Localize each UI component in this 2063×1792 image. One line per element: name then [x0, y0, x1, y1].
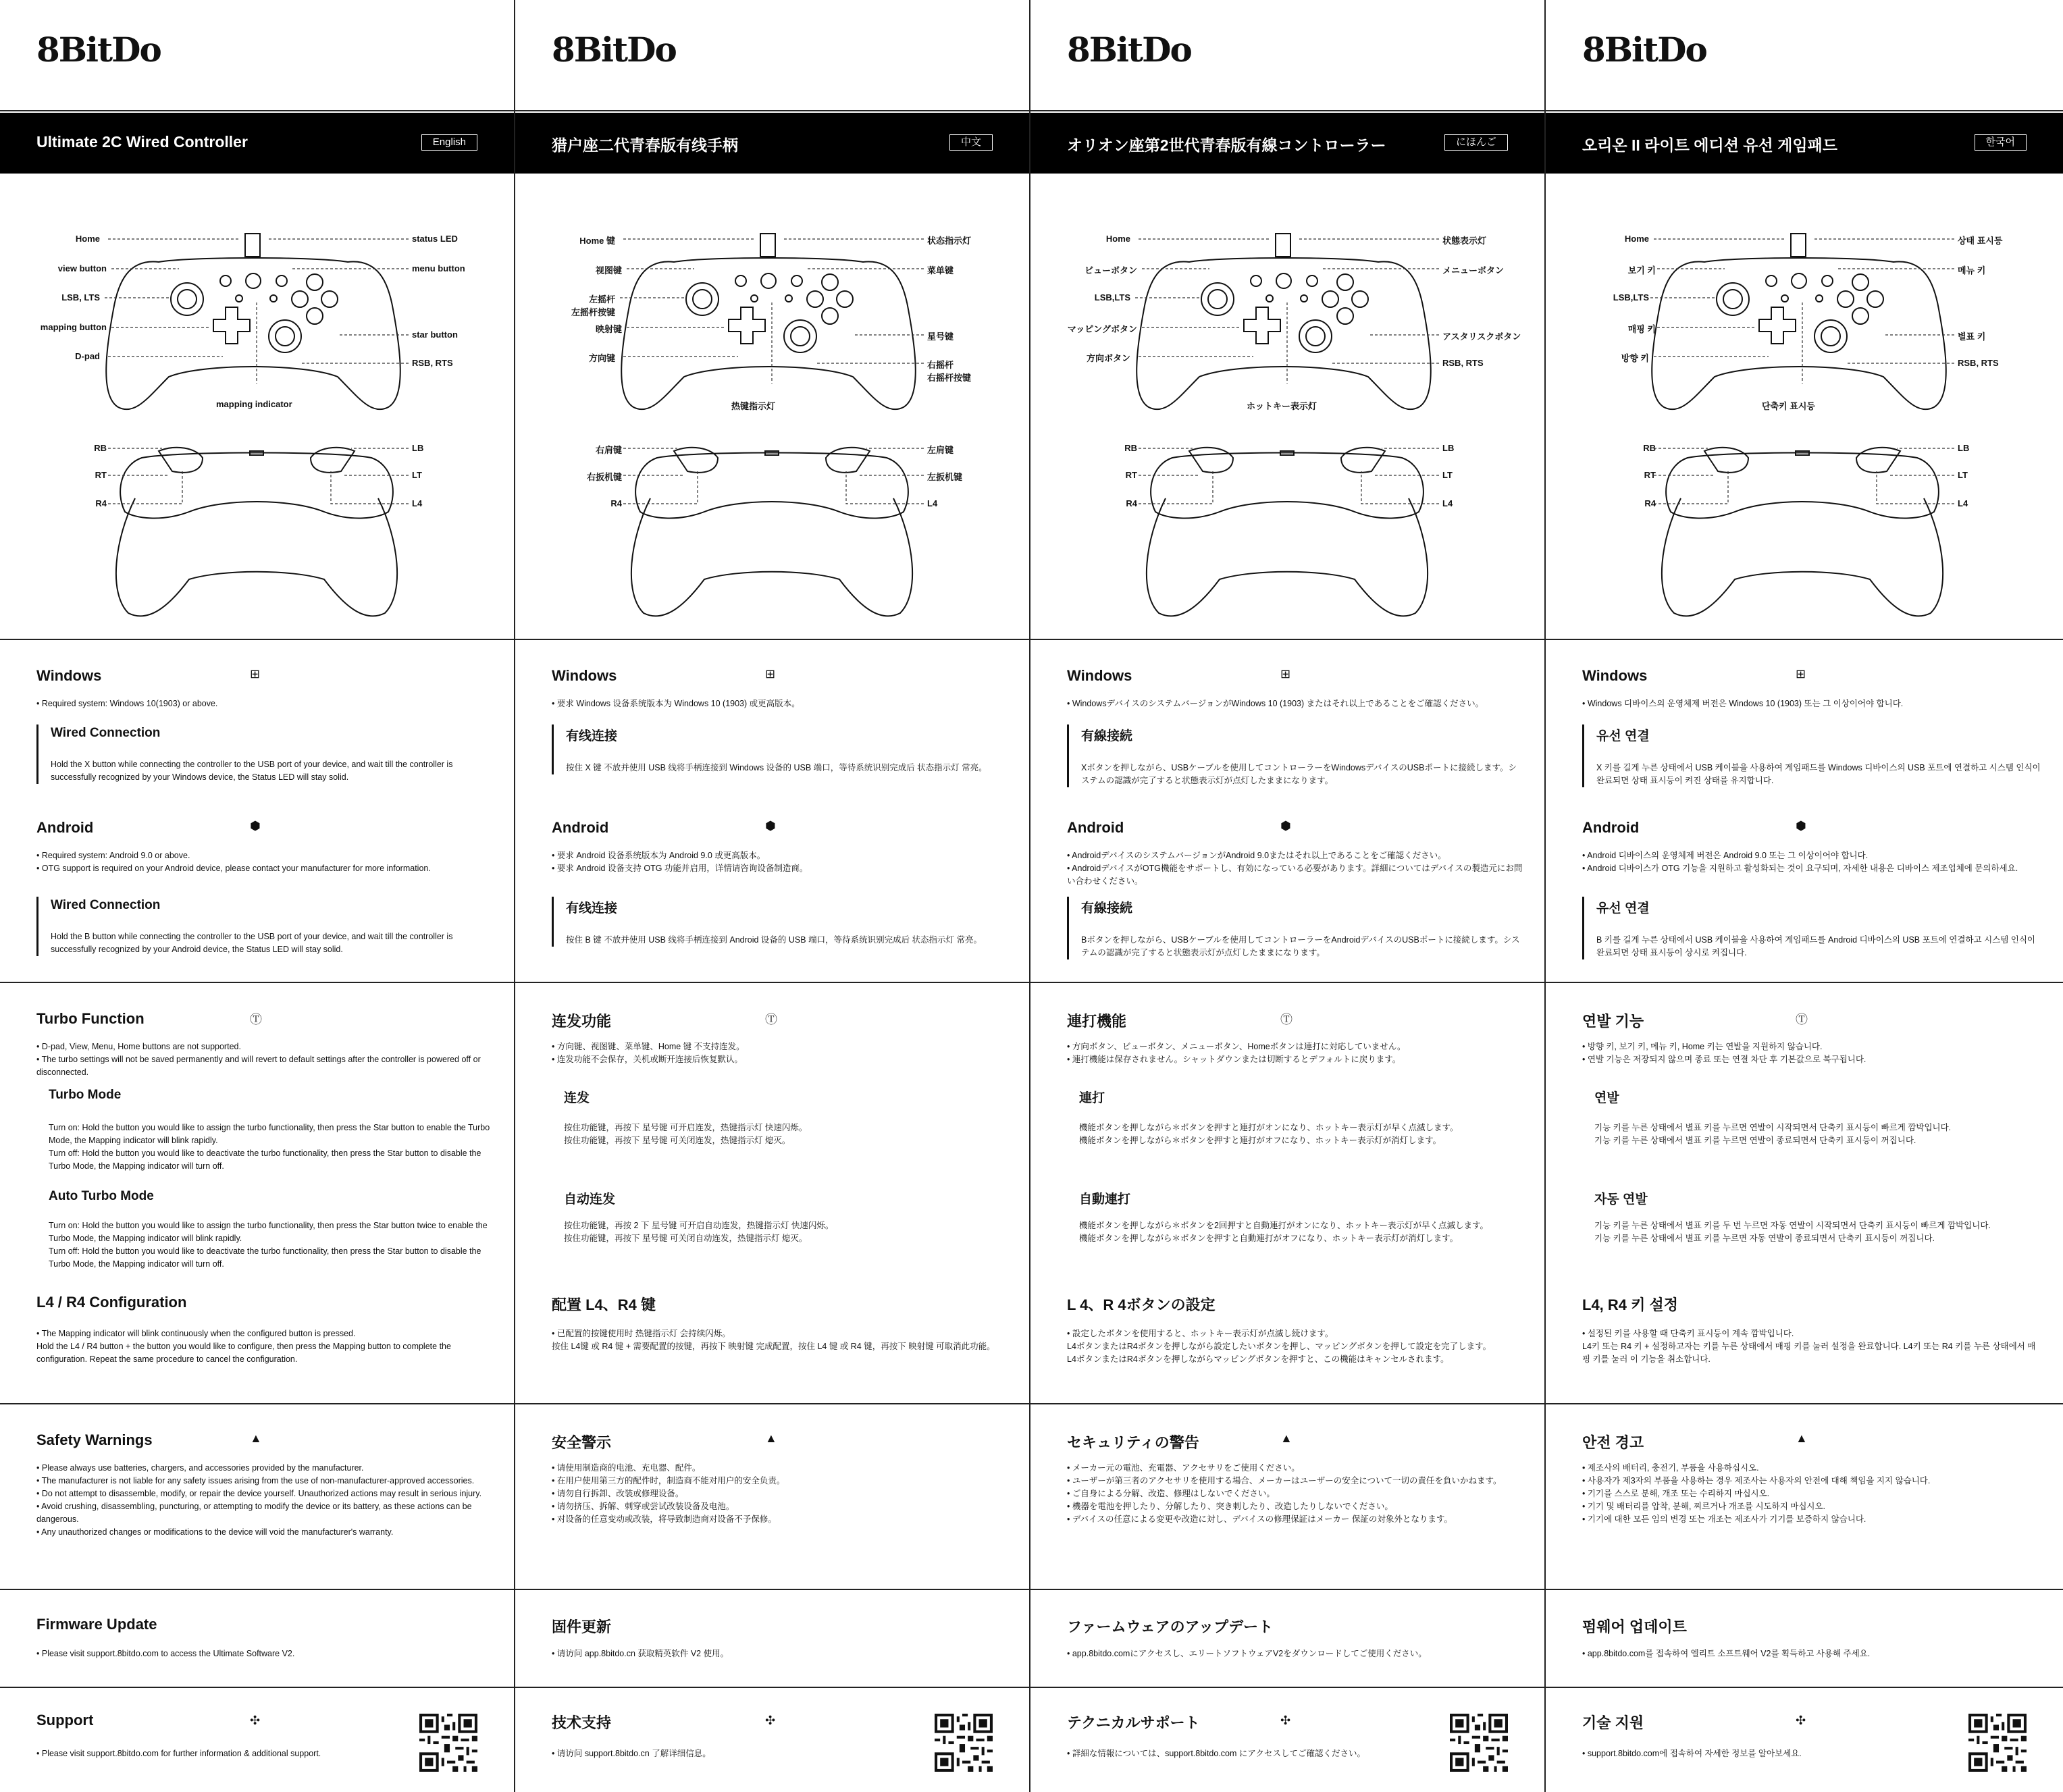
- turbo-section: [1546, 983, 2063, 1404]
- auto-turbo-text: Turn on: Hold the button you would like to assign the turbo functionality, then press the Star button twice to enable the Turbo Mode, the Mapping indicator will blink rapidly. Turn off: Hold the button you would like to deactivate the turbo functionality, then press the Star button to disable the Turbo Mode, the Mapping indicator will turn off.: [49, 1221, 488, 1269]
- firmware-section: [0, 1590, 514, 1688]
- bullet-item: • ご自身による分解、改造、修理はしないでください。: [1067, 1487, 1524, 1500]
- bullet-item: • 要求 Android 设备系统版本为 Android 9.0 或更高版本。: [552, 849, 1009, 862]
- label-lt: LT: [1958, 470, 1968, 480]
- label-mapping-indicator: mapping indicator: [216, 399, 292, 409]
- turbo-mode-heading: 連打: [1079, 1091, 1105, 1105]
- bullet-item: • 请访问 support.8bitdo.cn 了解详细信息。: [552, 1747, 1009, 1760]
- bullet-item: • Android 디바이스의 운영체제 버전은 Android 9.0 또는 그 이상이어야 합니다.: [1582, 849, 2043, 862]
- qr-code-icon: [1968, 1714, 2027, 1772]
- warning-icon: ▲: [765, 1431, 777, 1445]
- label-mapping-indicator: ホットキー表示灯: [1247, 401, 1317, 411]
- windows-icon: ⊞: [1796, 667, 1806, 681]
- auto-turbo-text: 기능 키를 누른 상태에서 별표 키를 두 번 누르면 자동 연발이 시작되면서 단축키 표시등이 빠르게 깜박입니다. 기능 키를 누른 상태에서 별표 키를 누르면 자동 연발이 종료되면서 단축키 표시등이 꺼집니다.: [1594, 1221, 1991, 1243]
- wired-connection-text: Xボタンを押しながら、USBケーブルを使用してコントローラーをWindowsデバイスのUSBポートに接続します。システムの認識が完了すると状態表示灯が点灯したままになります。: [1081, 763, 1517, 785]
- bullet-item: • 对设备的任意变动或改装，将导致制造商对设备不予保修。: [552, 1513, 1009, 1526]
- bullet-item: • The turbo settings will not be saved permanently and will revert to default settings after the controller is powered off or disconnected.: [36, 1053, 494, 1079]
- safety-list: [36, 1462, 494, 1539]
- turbo-section: [515, 983, 1029, 1404]
- label-rsb: RSB, RTS: [412, 358, 453, 368]
- windows-heading: Windows: [552, 667, 617, 684]
- firmware-text: [552, 1648, 1009, 1660]
- label-l4: L4: [1958, 498, 1968, 508]
- label-rsb: RSB, RTS: [1442, 358, 1484, 368]
- connection-section: [515, 640, 1029, 983]
- label-lt: LT: [1442, 470, 1453, 480]
- title-bar: [1030, 113, 1544, 174]
- bullet-item: • Do not attempt to disassemble, modify, or repair the device yourself. Unauthorized actions may result in serious injury.: [36, 1487, 494, 1500]
- l4r4-heading: L4 / R4 Configuration: [36, 1294, 187, 1311]
- firmware-text: [1067, 1648, 1524, 1660]
- label-view-button: ビューボタン: [1084, 265, 1137, 275]
- label-r4: R4: [95, 498, 107, 508]
- support-icon: ✣: [765, 1714, 776, 1727]
- bullet-item: • Please visit support.8bitdo.com to access the Ultimate Software V2.: [36, 1648, 494, 1660]
- brand-logo: 8BitDo: [1582, 30, 1706, 70]
- label-status-led: 상태 표시등: [1958, 236, 2003, 246]
- android-wired-connection: [1582, 897, 2043, 959]
- bullet-item: • app.8bitdo.com를 접속하여 엘리트 소프트웨어 V2를 획득하고 사용해 주세요.: [1582, 1648, 2043, 1660]
- turbo-icon: Ⓣ: [765, 1013, 777, 1026]
- turbo-section: [1030, 983, 1544, 1404]
- bullet-item: • AndroidデバイスがOTG機能をサポートし、有効になっている必要があります。詳細についてはデバイスの製造元にお問い合わせください。: [1067, 862, 1524, 888]
- label-home: Home: [1624, 234, 1649, 244]
- warning-icon: ▲: [1796, 1431, 1808, 1445]
- bullet-item: • 사용자가 제3자의 부품을 사용하는 경우 제조사는 사용자의 안전에 대해 책임을 지지 않습니다.: [1582, 1475, 2043, 1487]
- support-section: [1030, 1688, 1544, 1792]
- bullet-item: • AndroidデバイスのシステムバージョンがAndroid 9.0またはそれ以上であることをご確認ください。: [1067, 849, 1524, 862]
- firmware-text: [1582, 1648, 2043, 1660]
- wired-connection-text: X 키를 길게 누른 상태에서 USB 케이블을 사용하여 게임패드를 Windows 디바이스의 USB 포트에 연결하고 시스템 인식이 완료되면 상태 표시등이 켜진 상태를 유지합니다.: [1596, 763, 2041, 785]
- brand-logo: 8BitDo: [36, 30, 161, 70]
- label-mapping-indicator: 단축키 표시등: [1762, 401, 1815, 411]
- label-status-led: 状態表示灯: [1442, 236, 1487, 246]
- logo-row: [515, 0, 1029, 111]
- turbo-heading: 连发功能: [552, 1013, 612, 1030]
- firmware-section: [515, 1590, 1029, 1688]
- android-requirements: [1067, 849, 1524, 888]
- turbo-mode-heading: Turbo Mode: [49, 1088, 122, 1102]
- label-l4: L4: [412, 498, 423, 508]
- firmware-section: [1030, 1590, 1544, 1688]
- turbo-heading: 連打機能: [1067, 1013, 1127, 1030]
- title-bar: [0, 113, 514, 174]
- label-view-button: 视图键: [595, 265, 622, 275]
- wired-connection-heading: Wired Connection: [51, 898, 161, 912]
- android-heading: Android: [36, 819, 94, 836]
- logo-row: [0, 0, 514, 111]
- label-rb: RB: [1124, 443, 1137, 453]
- bullet-item: • 연발 기능은 저장되지 않으며 종료 또는 연결 차단 후 기본값으로 복구됩니다.: [1582, 1053, 2043, 1066]
- bullet-item: • 在用户使用第三方的配件时，制造商不能对用户的安全负责。: [552, 1475, 1009, 1487]
- support-section: [515, 1688, 1029, 1792]
- safety-heading: 安全警示: [552, 1434, 612, 1451]
- label-lsb: LSB, LTS: [61, 292, 100, 302]
- firmware-heading: ファームウェアのアップデート: [1067, 1618, 1274, 1635]
- logo-row: [1546, 0, 2063, 111]
- wired-connection-text: Hold the X button while connecting the controller to the USB port of your device, and wait till the controller is successfully recognized by your Windows device, the Status LED will stay solid.: [51, 760, 453, 782]
- warning-icon: ▲: [1280, 1431, 1292, 1445]
- auto-turbo-heading: Auto Turbo Mode: [49, 1189, 154, 1203]
- bullet-item: • Android 디바이스가 OTG 기능을 지원하고 활성화되는 것이 요구되며, 자세한 내용은 디바이스 제조업체에 문의하세요.: [1582, 862, 2043, 875]
- turbo-mode-text: 按住功能键，再按下 星号键 可开启连发，热键指示灯 快速闪烁。 按住功能键，再按下 星号键 可关闭连发，热键指示灯 熄灭。: [564, 1123, 808, 1145]
- wired-connection-heading: Wired Connection: [51, 726, 161, 740]
- label-mapping-button: 매핑 키: [1627, 324, 1656, 334]
- wired-connection-heading: 有線接続: [1081, 901, 1133, 916]
- product-title: オリオン座第2世代青春版有線コントローラー: [1067, 136, 1386, 154]
- connection-section: [1030, 640, 1544, 983]
- title-bar: [515, 113, 1029, 174]
- qr-code-icon: [419, 1714, 477, 1772]
- label-mapping-indicator: 热键指示灯: [731, 401, 776, 411]
- windows-heading: Windows: [36, 667, 102, 684]
- label-lb: LB: [1442, 443, 1455, 453]
- auto-turbo-heading: 自動連打: [1079, 1192, 1131, 1207]
- turbo-mode-text: 기능 키를 누른 상태에서 별표 키를 누르면 연발이 시작되면서 단축키 표시등이 빠르게 깜박입니다. 기능 키를 누른 상태에서 별표 키를 누르면 연발이 종료되면서 단축키 표시등이 꺼집니다.: [1594, 1123, 1952, 1145]
- wired-connection-text: 按住 B 键 不放并使用 USB 线将手柄连接到 Android 设备的 USB 端口，等待系统识别完成后 状态指示灯 常亮。: [566, 935, 983, 945]
- turbo-heading: 연발 기능: [1582, 1013, 1644, 1030]
- bullet-item: • Any unauthorized changes or modifications to the device will void the manufacturer's warranty.: [36, 1526, 494, 1539]
- product-title: Ultimate 2C Wired Controller: [36, 133, 248, 151]
- bullet-item: • 连发功能不会保存，关机或断开连接后恢复默认。: [552, 1053, 1009, 1066]
- label-status-led: status LED: [412, 234, 458, 244]
- bullet-item: • 機器を電池を押したり、分解したり、突き刺したり、改造したりしないでください。: [1067, 1500, 1524, 1513]
- bullet-item: • 기기를 스스로 분해, 개조 또는 수리하지 마십시오.: [1582, 1487, 2043, 1500]
- label-mapping-button: マッピングボタン: [1067, 324, 1137, 334]
- wired-connection-text: 按住 X 键 不放并使用 USB 线将手柄连接到 Windows 设备的 USB 端口，等待系统识别完成后 状态指示灯 常亮。: [566, 763, 987, 772]
- android-heading: Android: [1067, 819, 1124, 836]
- bullet-item: • 기기에 대한 모든 임의 변경 또는 개조는 제조사가 기기를 보증하지 않습니다.: [1582, 1513, 2043, 1526]
- safety-heading: Safety Warnings: [36, 1431, 153, 1448]
- firmware-heading: 펌웨어 업데이트: [1582, 1618, 1687, 1635]
- brand-logo: 8BitDo: [1067, 30, 1191, 70]
- language-tag: English: [421, 134, 477, 151]
- label-rt: RT: [1125, 470, 1137, 480]
- l4r4-heading: L 4、R 4ボタンの設定: [1067, 1296, 1216, 1313]
- language-tag: にほんご: [1444, 134, 1508, 151]
- label-rb: RB: [1643, 443, 1656, 453]
- support-icon: ✣: [250, 1714, 261, 1727]
- safety-section: [1030, 1404, 1544, 1590]
- android-requirements: [36, 849, 494, 875]
- windows-wired-connection: [1582, 724, 2043, 787]
- qr-code-icon: [935, 1714, 993, 1772]
- turbo-heading: Turbo Function: [36, 1010, 145, 1027]
- language-tag: 한국어: [1975, 134, 2027, 151]
- controller-diagram: [515, 174, 1029, 640]
- label-dpad: 方向ボタン: [1086, 353, 1130, 363]
- label-view-button: 보기 키: [1627, 265, 1656, 275]
- turbo-mode-text: 機能ボタンを押しながら＊ボタンを押すと連打がオンになり、ホットキー表示灯が早く点滅します。 機能ボタンを押しながら＊ボタンを押すと連打がオフになり、ホットキー表示灯が消灯します。: [1079, 1123, 1459, 1145]
- label-star-button: 星号键: [927, 332, 954, 342]
- bullet-item: • WindowsデバイスのシステムバージョンがWindows 10 (1903) またはそれ以上であることをご確認ください。: [1067, 697, 1524, 710]
- label-l4: L4: [927, 498, 938, 508]
- label-star-button: 별표 키: [1958, 332, 1986, 342]
- bullet-item: • Windows 디바이스의 운영체제 버전은 Windows 10 (1903) 또는 그 이상이어야 합니다.: [1582, 697, 2043, 710]
- turbo-mode-heading: 연발: [1594, 1091, 1619, 1105]
- android-heading: Android: [552, 819, 609, 836]
- l4r4-heading: 配置 L4、R4 键: [552, 1296, 656, 1313]
- bullet-item: • 请勿自行拆卸、改装或修理设备。: [552, 1487, 1009, 1500]
- controller-diagram: [1546, 174, 2063, 640]
- safety-heading: セキュリティの警告: [1067, 1434, 1199, 1451]
- turbo-icon: Ⓣ: [1796, 1013, 1808, 1026]
- bullet-item: • Please always use batteries, chargers, and accessories provided by the manufacturer.: [36, 1462, 494, 1475]
- label-home: Home: [1105, 234, 1130, 244]
- turbo-icon: Ⓣ: [250, 1013, 262, 1026]
- support-heading: テクニカルサポート: [1067, 1714, 1200, 1731]
- label-menu-button: menu button: [412, 263, 465, 273]
- label-l4: L4: [1442, 498, 1453, 508]
- wired-connection-heading: 유선 연결: [1596, 901, 1650, 916]
- bullet-item: • メーカー元の電池、充電器、アクセサリをご使用ください。: [1067, 1462, 1524, 1475]
- language-column: [515, 0, 1030, 1792]
- wired-connection-text: Hold the B button while connecting the controller to the USB port of your device, and wait till the controller is successfully recognized by your Android device, the Status LED will stay solid.: [51, 932, 453, 954]
- turbo-icon: Ⓣ: [1280, 1013, 1292, 1026]
- bullet-item: • デバイスの任意による変更や改造に対し、デバイスの修理保証はメーカー 保証の対象外となります。: [1067, 1513, 1524, 1526]
- support-section: [1546, 1688, 2063, 1792]
- label-view-button: view button: [57, 263, 107, 273]
- title-bar: [1546, 113, 2063, 174]
- wired-connection-heading: 有线连接: [566, 901, 618, 916]
- safety-heading: 안전 경고: [1582, 1434, 1644, 1451]
- android-requirements: [1582, 849, 2043, 875]
- label-menu-button: メニューボタン: [1442, 265, 1505, 275]
- label-status-led: 状态指示灯: [927, 236, 972, 246]
- label-rt: RT: [1644, 470, 1656, 480]
- bullet-item: • 请访问 app.8bitdo.cn 获取精英软件 V2 使用。: [552, 1648, 1009, 1660]
- turbo-notes: [1582, 1040, 2043, 1066]
- l4r4-text: • 設定したボタンを使用すると、ホットキー表示灯が点滅し続けます。 L4ボタンまたはR4ボタンを押しながら設定したいボタンを押し、マッピングボタンを押して設定を完了します。 L4ボタンまたはR4ボタンを押しながらマッピングボタンを押すと、この機能はキャンセルされます。: [1067, 1329, 1492, 1364]
- bullet-item: • 詳細な情報については、support.8bitdo.com にアクセスしてご確認ください。: [1067, 1747, 1524, 1760]
- bullet-item: • support.8bitdo.com에 접속하여 자세한 정보를 알아보세요.: [1582, 1747, 2043, 1760]
- bullet-item: • 请使用制造商的电池、充电器、配件。: [552, 1462, 1009, 1475]
- label-mapping-button: 映射键: [595, 324, 622, 334]
- android-icon: ⬢: [250, 819, 261, 833]
- windows-wired-connection: [36, 724, 494, 784]
- bullet-item: • 要求 Android 设备支持 OTG 功能并启用，详情请咨询设备制造商。: [552, 862, 1009, 875]
- turbo-notes: [36, 1040, 494, 1079]
- connection-section: [1546, 640, 2063, 983]
- android-heading: Android: [1582, 819, 1640, 836]
- label-star-button: アスタリスクボタン: [1442, 332, 1521, 342]
- auto-turbo-text: 按住功能键，再按 2 下 星号键 可开启自动连发，热键指示灯 快速闪烁。 按住功能键，再按下 星号键 可关闭自动连发，热键指示灯 熄灭。: [564, 1221, 834, 1243]
- bullet-item: • 방향 키, 보기 키, 메뉴 키, Home 키는 연발을 지원하지 않습니다.: [1582, 1040, 2043, 1053]
- connection-section: [0, 640, 514, 983]
- safety-list: [1067, 1462, 1524, 1526]
- turbo-notes: [552, 1040, 1009, 1066]
- windows-wired-connection: [552, 724, 1009, 774]
- language-column: [1546, 0, 2063, 1792]
- windows-icon: ⊞: [250, 667, 261, 681]
- auto-turbo-text: 機能ボタンを押しながら＊ボタンを2回押すと自動連打がオンになり、ホットキー表示灯が早く点滅します。 機能ボタンを押しながら＊ボタンを押すと自動連打がオフになり、ホットキー表示灯が消灯します。: [1079, 1221, 1488, 1243]
- bullet-item: • 要求 Windows 设备系统版本为 Windows 10 (1903) 或更高版本。: [552, 697, 1009, 710]
- support-heading: Support: [36, 1712, 94, 1729]
- android-wired-connection: [36, 897, 494, 956]
- firmware-heading: Firmware Update: [36, 1616, 157, 1633]
- firmware-text: [36, 1648, 494, 1660]
- label-lb: 左肩键: [927, 445, 954, 455]
- label-lt: LT: [412, 470, 422, 480]
- turbo-mode-text: Turn on: Hold the button you would like to assign the turbo functionality, then press the Star button to enable the Turbo Mode, the Mapping indicator will blink rapidly. Turn off: Hold the button you would like to deactivate the turbo functionality, then press the Star button to disable the Turbo Mode, the Mapping indicator will turn off.: [49, 1123, 490, 1171]
- label-rb: 右肩键: [595, 445, 622, 455]
- support-heading: 기술 지원: [1582, 1714, 1644, 1731]
- controller-diagram: [0, 174, 514, 640]
- label-rb: RB: [94, 443, 107, 453]
- qr-code-icon: [1450, 1714, 1508, 1772]
- windows-requirements: [36, 697, 494, 710]
- l4r4-text: • The Mapping indicator will blink continuously when the configured button is pressed. Hold the L4 / R4 button + the button you would like to configure, then press the Mapping button to complete the configuration. Repeat the same procedure to cancel the configuration.: [36, 1329, 451, 1364]
- label-home: Home 键: [579, 236, 615, 246]
- label-r4: R4: [610, 498, 622, 508]
- language-column: [0, 0, 515, 1792]
- label-mapping-button: mapping button: [40, 322, 107, 332]
- auto-turbo-heading: 自动连发: [564, 1192, 616, 1207]
- label-rsb: RSB, RTS: [1958, 358, 1999, 368]
- android-wired-connection: [552, 897, 1009, 947]
- bullet-item: • 連打機能は保存されません。シャットダウンまたは切断するとデフォルトに戻ります。: [1067, 1053, 1524, 1066]
- firmware-heading: 固件更新: [552, 1618, 612, 1635]
- bullet-item: • 方向键、视图键、菜单键、Home 键 不支持连发。: [552, 1040, 1009, 1053]
- controller-diagram: [1030, 174, 1544, 640]
- bullet-item: • Required system: Android 9.0 or above.: [36, 849, 494, 862]
- bullet-item: • 제조사의 배터리, 충전기, 부품을 사용하십시오.: [1582, 1462, 2043, 1475]
- android-requirements: [552, 849, 1009, 875]
- l4r4-text: • 已配置的按键使用时 热键指示灯 会持续闪烁。 按住 L4键 或 R4 键 + 需要配置的按键，再按下 映射键 完成配置，按住 L4 键 或 R4 键，再按下 映射键 可取消此功能。: [552, 1329, 995, 1351]
- support-icon: ✣: [1796, 1714, 1806, 1727]
- windows-heading: Windows: [1582, 667, 1648, 684]
- language-tag: 中文: [949, 134, 993, 151]
- wired-connection-heading: 유선 연결: [1596, 729, 1650, 743]
- bullet-item: • The manufacturer is not liable for any safety issues arising from the use of non-manufacturer-approved accessories.: [36, 1475, 494, 1487]
- turbo-section: [0, 983, 514, 1404]
- label-menu-button: 菜单键: [927, 265, 954, 275]
- windows-icon: ⊞: [1280, 667, 1291, 681]
- label-r4: R4: [1126, 498, 1137, 508]
- bullet-item: • ユーザーが第三者のアクセサリを使用する場合、メーカーはユーザーの安全について一切の責任を負いかねます。: [1067, 1475, 1524, 1487]
- safety-section: [0, 1404, 514, 1590]
- bullet-item: • 方向ボタン、ビューボタン、メニューボタン、Homeボタンは連打に対応していません。: [1067, 1040, 1524, 1053]
- label-lsb: 左摇杆 左摇杆按键: [571, 294, 615, 317]
- label-home: Home: [75, 234, 100, 244]
- label-dpad: 方向键: [588, 353, 615, 363]
- label-menu-button: 메뉴 키: [1958, 265, 1986, 275]
- wired-connection-heading: 有線接続: [1081, 729, 1133, 743]
- bullet-item: • Required system: Windows 10(1903) or above.: [36, 697, 494, 710]
- language-column: [1030, 0, 1546, 1792]
- label-rt: 右扳机键: [586, 472, 622, 482]
- safety-list: [552, 1462, 1009, 1526]
- label-lsb: LSB,LTS: [1613, 292, 1649, 302]
- warning-icon: ▲: [250, 1431, 262, 1445]
- bullet-item: • 请勿挤压、拆解、刺穿或尝试改装设备及电池。: [552, 1500, 1009, 1513]
- safety-section: [1546, 1404, 2063, 1590]
- windows-icon: ⊞: [765, 667, 776, 681]
- label-lt: 左扳机键: [927, 472, 963, 482]
- logo-row: [1030, 0, 1544, 111]
- turbo-notes: [1067, 1040, 1524, 1066]
- label-rsb: 右摇杆 右摇杆按键: [927, 360, 972, 383]
- wired-connection-text: Bボタンを押しながら、USBケーブルを使用してコントローラーをAndroidデバイスのUSBポートに接続します。システムの認識が完了すると状態表示灯が点灯したままになります。: [1081, 935, 1520, 957]
- l4r4-heading: L4, R4 키 설정: [1582, 1296, 1679, 1313]
- wired-connection-heading: 有线连接: [566, 729, 618, 743]
- android-icon: ⬢: [1796, 819, 1806, 833]
- bullet-item: • app.8bitdo.comにアクセスし、エリートソフトウェアV2をダウンロードしてご使用ください。: [1067, 1648, 1524, 1660]
- android-icon: ⬢: [765, 819, 776, 833]
- firmware-section: [1546, 1590, 2063, 1688]
- label-lsb: LSB,LTS: [1094, 292, 1130, 302]
- bullet-item: • Please visit support.8bitdo.com for further information & additional support.: [36, 1747, 494, 1760]
- safety-section: [515, 1404, 1029, 1590]
- wired-connection-text: B 키를 길게 누른 상태에서 USB 케이블을 사용하여 게임패드를 Android 디바이스의 USB 포트에 연결하고 시스템 인식이 완료되면 상태 표시등이 상시로 켜집니다.: [1596, 935, 2035, 957]
- auto-turbo-heading: 자동 연발: [1594, 1192, 1648, 1207]
- android-icon: ⬢: [1280, 819, 1291, 833]
- bullet-item: • 기기 및 배터리를 압착, 분해, 찌르거나 개조를 시도하지 마십시오.: [1582, 1500, 2043, 1513]
- support-icon: ✣: [1280, 1714, 1291, 1727]
- label-rt: RT: [95, 470, 107, 480]
- windows-wired-connection: [1067, 724, 1524, 787]
- label-star-button: star button: [412, 330, 458, 340]
- android-wired-connection: [1067, 897, 1524, 959]
- support-heading: 技术支持: [552, 1714, 612, 1731]
- label-lb: LB: [1958, 443, 1970, 453]
- windows-requirements: [1582, 697, 2043, 710]
- windows-requirements: [1067, 697, 1524, 710]
- product-title: 猎户座二代青春版有线手柄: [552, 136, 738, 154]
- bullet-item: • Avoid crushing, disassembling, puncturing, or attempting to modify the device or its battery, as these actions can be dangerous.: [36, 1500, 494, 1526]
- label-r4: R4: [1644, 498, 1656, 508]
- label-dpad: 방향 키: [1621, 353, 1649, 363]
- windows-heading: Windows: [1067, 667, 1132, 684]
- bullet-item: • D-pad, View, Menu, Home buttons are not supported.: [36, 1040, 494, 1053]
- label-lb: LB: [412, 443, 424, 453]
- label-dpad: D-pad: [75, 351, 100, 361]
- product-title: 오리온 II 라이트 에디션 유선 게임패드: [1582, 136, 1838, 154]
- windows-requirements: [552, 697, 1009, 710]
- support-section: [0, 1688, 514, 1792]
- turbo-mode-heading: 连发: [564, 1091, 590, 1105]
- l4r4-text: • 설정된 키를 사용할 때 단축키 표시등이 계속 깜박입니다. L4키 또는 R4 키 + 설정하고자는 키를 누른 상태에서 매핑 키를 눌러 설정을 완료합니다. L4키 또는 R4 키를 누른 상태에서 매핑 키를 눌러 이 기능을 취소합니다.: [1582, 1329, 2036, 1364]
- brand-logo: 8BitDo: [552, 30, 676, 70]
- safety-list: [1582, 1462, 2043, 1526]
- bullet-item: • OTG support is required on your Android device, please contact your manufacturer for more information.: [36, 862, 494, 875]
